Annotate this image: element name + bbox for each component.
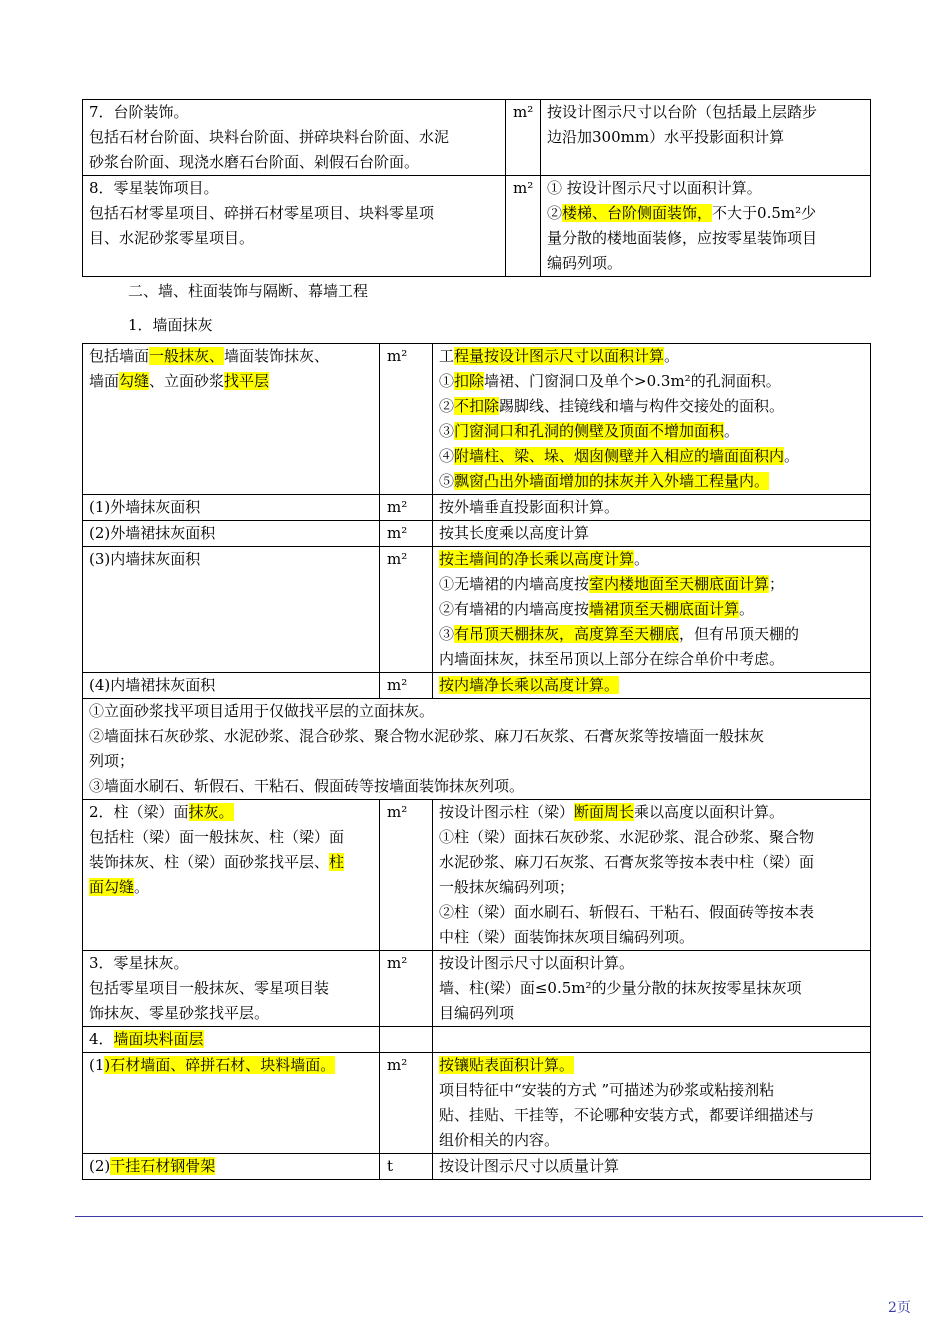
unit-cell: m² bbox=[506, 176, 541, 277]
notes-cell: ①立面砂浆找平项目适用于仅做找平层的立面抹灰。 ②墙面抹石灰砂浆、水泥砂浆、混合砂浆、聚合物水泥砂浆、麻刀石灰浆、石膏灰浆等按墙面一般抹灰 列项； ③墙面水刷石、斩假石、干粘石、假面砖等按墙面装饰抹灰列项。 bbox=[83, 699, 871, 800]
page-number: 2页 bbox=[888, 1300, 911, 1316]
notes-row bbox=[83, 699, 871, 800]
rule-cell: 按镶贴表面积计算。 项目特征中“安装的方式 ”可描述为砂浆或粘接剂粘 贴、挂贴、干挂等，不论哪种安装方式，都要详细描述与 组价相关的内容。 bbox=[433, 1053, 871, 1154]
rule-cell bbox=[433, 1027, 871, 1053]
item-cell: (1)外墙抹灰面积 bbox=[83, 495, 380, 521]
item-cell: (2)干挂石材钢骨架 bbox=[83, 1154, 380, 1180]
unit-cell: m² bbox=[380, 1053, 433, 1154]
unit-cell: m² bbox=[380, 521, 433, 547]
unit-cell bbox=[380, 1027, 433, 1053]
decoration-table-part1 bbox=[82, 99, 871, 277]
subsection-heading: 1．墙面抹灰 bbox=[128, 316, 213, 334]
rule-cell: 按内墙净长乘以高度计算。 bbox=[433, 673, 871, 699]
wall-plaster-table bbox=[82, 343, 871, 1180]
unit-cell: m² bbox=[380, 951, 433, 1027]
table-row bbox=[83, 100, 871, 176]
rule-cell: 按其长度乘以高度计算 bbox=[433, 521, 871, 547]
item-cell: (4)内墙裙抹灰面积 bbox=[83, 673, 380, 699]
unit-cell: m² bbox=[506, 100, 541, 176]
item-cell: (2)外墙裙抹灰面积 bbox=[83, 521, 380, 547]
table-row bbox=[83, 951, 871, 1027]
unit-cell: m² bbox=[380, 495, 433, 521]
table-row bbox=[83, 344, 871, 495]
table-row bbox=[83, 1053, 871, 1154]
item-cell: 2．柱（梁）面抹灰。 包括柱（梁）面一般抹灰、柱（梁）面 装饰抹灰、柱（梁）面砂浆找平层、柱 面勾缝。 bbox=[83, 800, 380, 951]
unit-cell: m² bbox=[380, 547, 433, 673]
rule-cell: 工程量按设计图示尺寸以面积计算。 ①扣除墙裙、门窗洞口及单个>0.3m²的孔洞面积。 ②不扣除踢脚线、挂镜线和墙与构件交接处的面积。 ③门窗洞口和孔洞的侧壁及顶面不增加面积。 ④附墙柱、梁、垛、烟囱侧壁并入相应的墙面面积内。 ⑤飘窗凸出外墙面增加的抹灰并入外墙工程量内。 bbox=[433, 344, 871, 495]
table-row bbox=[83, 1027, 871, 1053]
table-row bbox=[83, 800, 871, 951]
footer-divider bbox=[75, 1216, 923, 1217]
item-cell: (1)石材墙面、碎拼石材、块料墙面。 bbox=[83, 1053, 380, 1154]
section-heading: 二、墙、柱面装饰与隔断、幕墙工程 bbox=[128, 282, 369, 300]
table-row bbox=[83, 1154, 871, 1180]
rule-cell: 按设计图示尺寸以质量计算 bbox=[433, 1154, 871, 1180]
rule-cell: 按主墙间的净长乘以高度计算。 ①无墙裙的内墙高度按室内楼地面至天棚底面计算； ②有墙裙的内墙高度按墙裙顶至天棚底面计算。 ③有吊顶天棚抹灰，高度算至天棚底，但有吊顶天棚的 内墙面抹灰，抹至吊顶以上部分在综合单价中考虑。 bbox=[433, 547, 871, 673]
unit-cell: t bbox=[380, 1154, 433, 1180]
table-row bbox=[83, 521, 871, 547]
table-row bbox=[83, 176, 871, 277]
item-cell: 8．零星装饰项目。 包括石材零星项目、碎拼石材零星项目、块料零星项 目、水泥砂浆零星项目。 bbox=[83, 176, 506, 277]
table-row bbox=[83, 673, 871, 699]
unit-cell: m² bbox=[380, 344, 433, 495]
item-cell: 4．墙面块料面层 bbox=[83, 1027, 380, 1053]
table-row bbox=[83, 547, 871, 673]
table-row bbox=[83, 495, 871, 521]
rule-cell: 按设计图示柱（梁）断面周长乘以高度以面积计算。 ①柱（梁）面抹石灰砂浆、水泥砂浆、混合砂浆、聚合物 水泥砂浆、麻刀石灰浆、石膏灰浆等按本表中柱（梁）面 一般抹灰编码列项； ②柱（梁）面水刷石、斩假石、干粘石、假面砖等按本表 中柱（梁）面装饰抹灰项目编码列项。 bbox=[433, 800, 871, 951]
item-cell: 3．零星抹灰。 包括零星项目一般抹灰、零星项目装 饰抹灰、零星砂浆找平层。 bbox=[83, 951, 380, 1027]
unit-cell: m² bbox=[380, 673, 433, 699]
unit-cell: m² bbox=[380, 800, 433, 951]
item-cell: 包括墙面一般抹灰、墙面装饰抹灰、 墙面勾缝、立面砂浆找平层 bbox=[83, 344, 380, 495]
item-cell: 7．台阶装饰。 包括石材台阶面、块料台阶面、拼碎块料台阶面、水泥 砂浆台阶面、现浇水磨石台阶面、剁假石台阶面。 bbox=[83, 100, 506, 176]
rule-cell: ① 按设计图示尺寸以面积计算。 ②楼梯、台阶侧面装饰，不大于0.5m²少 量分散的楼地面装修，应按零星装饰项目 编码列项。 bbox=[541, 176, 871, 277]
rule-cell: 按设计图示尺寸以台阶（包括最上层踏步 边沿加300mm）水平投影面积计算 bbox=[541, 100, 871, 176]
item-cell: (3)内墙抹灰面积 bbox=[83, 547, 380, 673]
rule-cell: 按外墙垂直投影面积计算。 bbox=[433, 495, 871, 521]
rule-cell: 按设计图示尺寸以面积计算。 墙、柱(梁）面≤0.5m²的少量分散的抹灰按零星抹灰项 目编码列项 bbox=[433, 951, 871, 1027]
